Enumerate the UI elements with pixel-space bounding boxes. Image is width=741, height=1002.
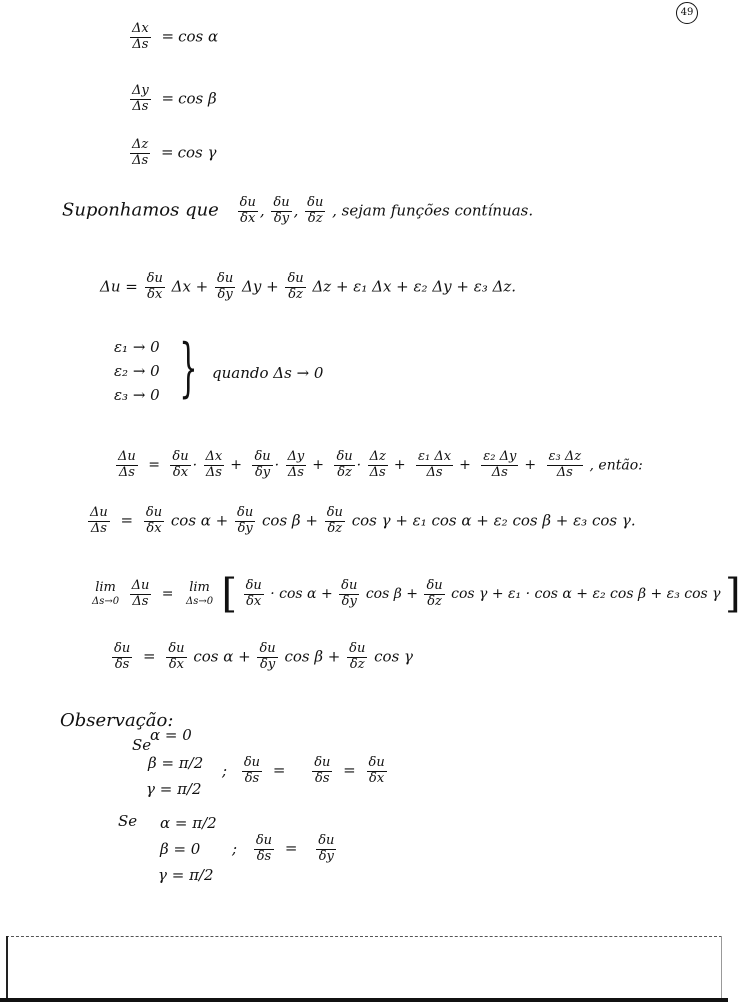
ratio-cos-equation: $\frac{\Delta u}{\Delta s}$ = $\frac{\delta u}{\delta x}$ cos α + $\frac{\delta u}{\delta y}$ cos β + $\frac{\delta u}{\delta z}$ cos γ + ε₁ cos α + ε₂ cos β + ε₃ cos γ. [90,505,636,536]
case-1-beta: β = π/2 [148,754,204,772]
epsilon-2-limit: ε₂ → 0 [114,362,160,380]
case-2-gamma: γ = π/2 [158,866,214,884]
case-2-beta: β = 0 [160,840,201,858]
direction-cosine-x: $\frac{\Delta x}{\Delta s}$ = cos α [132,21,219,52]
scan-border-left [6,936,8,1000]
page-number: 49 [676,2,698,24]
scan-border-top [6,936,722,1001]
case-2-se: Se [118,812,138,830]
case-2-alpha: α = π/2 [160,814,217,832]
scan-border-right [721,936,722,1000]
case-2-result: ; $\frac{\delta u}{\delta s}$ = $\frac{\delta u}{\delta y}$ [232,833,335,864]
case-1-se: Se [132,736,152,754]
direction-cosine-z: $\frac{\Delta z}{\Delta s}$ = cos γ [132,137,217,168]
observation-title: Observação: [60,710,174,731]
case-1-result: ; $\frac{\delta u}{\delta s}$ = $\frac{\delta u}{\delta s}$ = $\frac{\delta u}{\delta x}$ [222,755,385,786]
ratio-equation: $\frac{\Delta u}{\Delta s}$ = $\frac{\delta u}{\delta x}$ · $\frac{\Delta x}{\Delta s}$ + $\frac{\delta u}{\delta y}$ · $\frac{\Delta y}{\Delta s}$ + $\frac{\delta u}{\delta z}$ · $\frac{\Delta z}{\Delta s}$ + $\frac{\text{ε₁ Δx}}{\Delta s}$ + $\frac{\text{ε₂ Δy}}{\Delta s}$ + $\frac{\text{ε₃ Δz}}{\Delta s}$ , então: [118,449,643,480]
case-1-alpha: α = 0 [150,726,192,744]
limit-equation: lim Δs→0 $\frac{\Delta u}{\Delta s}$ = lim Δs→0 [ $\frac{\delta u}{\delta x}$ · cos α + $\frac{\delta u}{\delta y}$ cos β + $\frac{\delta u}{\delta z}$ cos γ + ε₁ · cos α + ε₂ cos β + ε₃ cos γ ] [92,571,741,617]
brace-symbol: } [179,331,198,405]
case-1-gamma: γ = π/2 [146,780,202,798]
scan-border-bottom [0,998,728,1002]
directional-derivative: $\frac{\delta u}{\delta s}$ = $\frac{\delta u}{\delta x}$ cos α + $\frac{\delta u}{\delta y}$ cos β + $\frac{\delta u}{\delta z}$ cos γ [114,641,414,672]
when-condition: quando Δs → 0 [212,364,324,382]
epsilon-3-limit: ε₃ → 0 [114,386,160,404]
epsilon-1-limit: ε₁ → 0 [114,338,160,356]
suppose-statement: Suponhamos que $\frac{\delta u}{\delta x}$ , $\frac{\delta u}{\delta y}$ , $\frac{\delta u}{\delta z}$ , sejam funções contínuas. [62,195,534,226]
direction-cosine-y: $\frac{\Delta y}{\Delta s}$ = cos β [132,83,217,114]
increment-equation: Δu = $\frac{\delta u}{\delta x}$ Δx + $\frac{\delta u}{\delta y}$ Δy + $\frac{\delta u}{\delta z}$ Δz + ε₁ Δx + ε₂ Δy + ε₃ Δz. [100,271,517,302]
